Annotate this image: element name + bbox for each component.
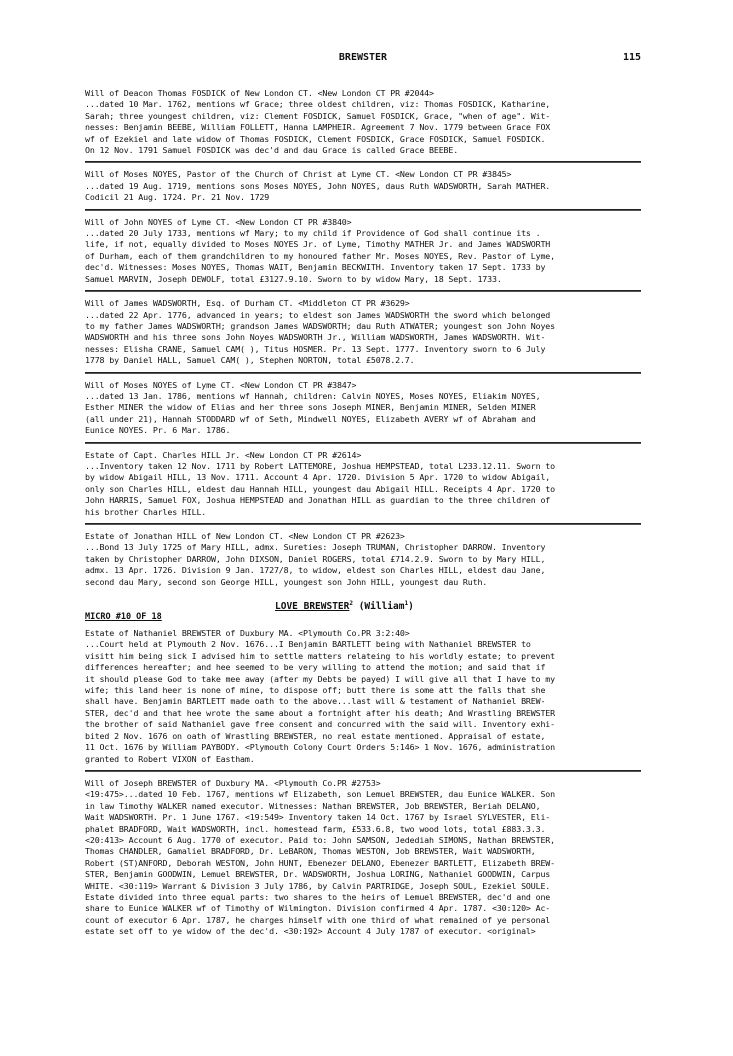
section-heading bbox=[85, 588, 641, 628]
section-title-name: LOVE BREWSTER bbox=[275, 601, 350, 613]
probate-entry: Will of John NOYES of Lyme CT. <New London CT PR #3840> ...dated 20 July 1733, mentions wf Mary; to my child if Providence of God shall continue its . life, if not, equally divided to Moses NOYES Jr. of Lyme, Timothy MATHER Jr. and James WADSWORTH of Durham, each of them grandchildren to my honoured father Mr. Moses NOYES, Rev. Pastor of Lyme, dec'd. Witnesses: Moses NOYES, Thomas WAIT, Benjamin BECKWITH. Inventory taken 17 Sept. 1733 by Samuel MARVIN, Joseph DEWOLF, total £3127.9.10. Sworn to by widow Mary, 18 Sept. 1733. bbox=[85, 216, 555, 284]
parent-generation-number: 1 bbox=[404, 600, 409, 608]
probate-entry: Estate of Capt. Charles HILL Jr. <New London CT PR #2614> ...Inventory taken 12 Nov. 1711 by Robert LATTEMORE, Joshua HEMPSTEAD, total L233.12.11. Sworn to by widow Abigail HILL, 13 Nov. 1711. Account 4 Apr. 1720. Division 5 Apr. 1720 to widow Abigail, only son Charles HILL, eldest dau Hannah HILL, youngest dau Abigail HILL. Receipts 4 Apr. 1720 to John HARRIS, Samuel FOX, Joshua HEMPSTEAD and Jonathan HILL as guardian to the three children of his brother Charles HILL. bbox=[85, 449, 555, 517]
divider bbox=[85, 770, 641, 772]
page-header bbox=[85, 52, 641, 66]
divider bbox=[85, 161, 641, 163]
running-title: BREWSTER bbox=[338, 52, 388, 63]
divider bbox=[85, 442, 641, 444]
probate-entry: Will of Deacon Thomas FOSDICK of New London CT. <New London CT PR #2044> ...dated 10 Mar. 1762, mentions wf Grace; three oldest children, viz: Thomas FOSDICK, Katharine, Sarah; three youngest children, viz: Clement FOSDICK, Samuel FOSDICK, Grace, "when of age". Wit- nesses: Benjamin BEEBE, William FOLLETT, Hanna LAMPHEIR. Agreement 7 Nov. 1779 between Grace FOX wf of Ezekiel and late widow of Thomas FOSDICK, Clement FOSDICK, Grace FOSDICK, Samuel FOSDICK. On 12 Nov. 1791 Samuel FOSDICK was dec'd and dau Grace is called Grace BEEBE. bbox=[85, 88, 551, 156]
divider bbox=[85, 290, 641, 292]
probate-entry: Estate of Nathaniel BREWSTER of Duxbury MA. <Plymouth Co.PR 3:2:40> ...Court held at Plymouth 2 Nov. 1676...I Benjamin BARTLETT being with Nathaniel BREWSTER to visitt him being sick I advised him to settle matters relateing to his worldly estate; to prevent differences hereafter; and hee seemed to be very willing to attend the motion; and said that if it should please God to take mee away (after my Debts be payed) I will give all that I have to my wife; this land heer is none of mine, to dispose off; butt there is some att the falls that she shall have. Benjamin BARTLETT made oath to the above...last will & testament of Nathaniel BREW- STER, dec'd and that hee wrote the same about a fortnight after his death; And Wrastling BREWSTER the brother of said Nathaniel gave free consent and concurred with the said will. Inventory exhi- bited 2 Nov. 1676 on oath of Wrastling BREWSTER, no real estate mentioned. Appraisal of estate, 11 Oct. 1676 by William PAYBODY. <Plymouth Colony Court Orders 5:146> 1 Nov. 1676, administration granted to Robert VIXON of Eastham. bbox=[85, 628, 555, 764]
generation-number: 2 bbox=[349, 600, 353, 608]
entries-column bbox=[85, 88, 641, 938]
probate-entry: Will of Moses NOYES of Lyme CT. <New London CT PR #3847> ...dated 13 Jan. 1786, mentions wf Hannah, children: Calvin NOYES, Moses NOYES, Eliakim NOYES, Esther MINER the widow of Elias and her three sons Joseph MINER, Benjamin MINER, Selden MINER (all under 21), Hannah STODDARD wf of Seth, Mindwell NOYES, Elizabeth AVERY wf of Abraham and Eunice NOYES. Pr. 6 Mar. 1786. bbox=[85, 379, 541, 436]
section-title-parent: (William bbox=[352, 601, 405, 613]
micro-label: MICRO #10 OF 18 bbox=[85, 612, 162, 623]
probate-entry: Will of Joseph BREWSTER of Duxbury MA. <Plymouth Co.PR #2753> <19:475>...dated 10 Feb. 1767, mentions wf Elizabeth, son Lemuel BREWSTER, dau Eunice WALKER. Son in law Timothy WALKER named executor. Witnesses: Nathan BREWSTER, Job BREWSTER, Beriah DELANO, Wait WADSWORTH. Pr. 1 June 1767. <19:549> Inventory taken 14 Oct. 1767 by Israel SYLVESTER, Eli- phalet BRADFORD, Wait WADSWORTH, incl. homestead farm, £533.6.8, two wood lots, total £883.3.3. <20:413> Account 6 Aug. 1770 of executor. Paid to: John SAMSON, Jedediah SIMONS, Nathan BREWSTER, Thomas CHANDLER, Gamaliel BRADFORD, Dr. LeBARON, Thomas WESTON, Job BREWSTER, Wait WADSWORTH, Robert (ST)ANFORD, Deborah WESTON, John HUNT, Ebenezer DELANO, Ebenezer BARTLETT, Elizabeth BREW- STER, Benjamin GOODWIN, Lemuel BREWSTER, Dr. WADSWORTH, Joshua LORING, Nathaniel GOODWIN, Carpus WHITE. <30:119> Warrant & Division 3 July 1786, by Calvin PARTRIDGE, Joseph SOUL, Ezekiel SOULE. Estate divided into three equal parts: two shares to the heirs of Lemuel BREWSTER, dec'd and one share to Eunice WALKER wf of Timothy of Wilmington. Division confirmed 4 Apr. 1787. <30:120> Ac- count of executor 6 Apr. 1787, he charges himself with one third of what remained of ye personal estate set off to ye widow of the dec'd. <30:192> Account 4 July 1787 of executor. <original> bbox=[85, 777, 555, 937]
divider bbox=[85, 523, 641, 525]
section-title bbox=[275, 600, 414, 612]
page-number: 115 bbox=[622, 52, 641, 63]
divider bbox=[85, 372, 641, 374]
section-title-close: ) bbox=[408, 601, 414, 613]
probate-entry: Will of Moses NOYES, Pastor of the Church of Christ at Lyme CT. <New London CT PR #3845> ...dated 19 Aug. 1719, mentions sons Moses NOYES, John NOYES, daus Ruth WADSWORTH, Sarah MATHER. Codicil 21 Aug. 1724. Pr. 21 Nov. 1729 bbox=[85, 169, 551, 203]
divider bbox=[85, 209, 641, 211]
probate-entry: Estate of Jonathan HILL of New London CT. <New London CT PR #2623> ...Bond 13 July 1725 of Mary HILL, admx. Sureties: Joseph TRUMAN, Christopher DARROW. Inventory taken by Christopher DARROW, John DIXSON, Daniel ROGERS, total £714.2.9. Sworn to by Mary HILL, admx. 13 Apr. 1726. Division 9 Jan. 1727/8, to widow, eldest son Charles HILL, eldest dau Jane, second dau Mary, second son George HILL, youngest son John HILL, youngest dau Ruth. bbox=[85, 531, 546, 587]
probate-entry: Will of James WADSWORTH, Esq. of Durham CT. <Middleton CT PR #3629> ...dated 22 Apr. 1776, advanced in years; to eldest son James WADSWORTH the sword which belonged to my father James WADSWORTH; grandson James WADSWORTH; dau Ruth ATWATER; youngest son John Noyes WADSWORTH and his three sons John Noyes WADSWORTH Jr., William WADSWORTH, James WADSWORTH. Wit- nesses: Elisha CRANE, Samuel CAM( ), Titus HOSMER. Pr. 13 Sept. 1777. Inventory sworn to 6 July 1778 by Daniel HALL, Samuel CAM( ), Stephen NORTON, total £5078.2.7. bbox=[85, 298, 555, 366]
